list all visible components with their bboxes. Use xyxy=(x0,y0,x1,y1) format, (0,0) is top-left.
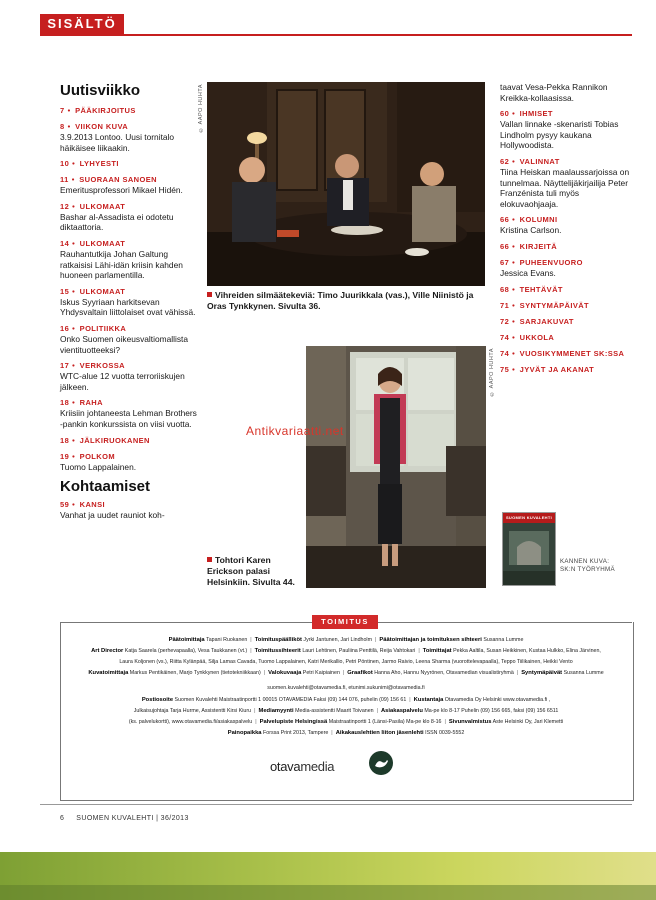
toc-item-heading xyxy=(500,332,632,343)
toc-item-description: Vanhat ja uudet rauniot koh- xyxy=(60,510,165,521)
toc-item xyxy=(500,156,632,209)
cover-image xyxy=(503,523,555,585)
toc-section-label: IHMISET xyxy=(519,109,553,119)
cover-thumbnail xyxy=(502,512,556,586)
toc-item xyxy=(60,286,200,318)
toc-page-number: 59 xyxy=(60,500,70,510)
cover-brand: SUOMEN KUVALEHTI xyxy=(503,513,555,523)
toc-page-number: 14 xyxy=(60,238,70,248)
masthead-names: Suomen Kuvalehti Maistraatinportti 1 00015 OTAVAMEDIA Faksi (09) 144 076, puhelin (09) 156 61 xyxy=(174,697,407,703)
toc-item xyxy=(60,121,200,153)
toc-section-label: VUOSIKYMMENET SK:SSA xyxy=(519,348,625,358)
toc-item xyxy=(60,435,200,446)
toc-item-heading xyxy=(60,397,200,408)
toc-item xyxy=(60,499,200,521)
toc-bullet: • xyxy=(72,500,78,510)
toc-item-heading xyxy=(500,257,632,268)
masthead-separator: | xyxy=(255,719,257,725)
toc-bullet: • xyxy=(72,159,78,169)
toc-section-label: UKKOLA xyxy=(519,332,555,342)
masthead-names: Aste Helsinki Oy, Jari Klemetti xyxy=(492,719,564,725)
publication-issue: SUOMEN KUVALEHTI | 36/2013 xyxy=(76,815,189,822)
toc-item-heading xyxy=(500,364,632,375)
toc-page-number: 11 xyxy=(60,175,69,185)
toc-item-description: Iskus Syyriaan harkitsevan Yhdysvaltain liittolaiset ovat vähissä. xyxy=(60,296,196,318)
toc-bullet: • xyxy=(512,348,518,358)
toc-item-heading xyxy=(60,201,200,212)
masthead-role: Valokuvaaja xyxy=(268,670,302,676)
masthead-label: TOIMITUS xyxy=(312,615,378,629)
toc-bullet: • xyxy=(72,323,78,333)
toc-bullet: • xyxy=(72,435,78,445)
toc-item xyxy=(500,108,632,151)
toc-section-label: JÄLKIRUOKANEN xyxy=(79,435,150,445)
masthead-role: Toimittajat xyxy=(422,648,452,654)
caption-marker xyxy=(207,557,212,562)
toc-item-heading xyxy=(500,348,632,359)
masthead-separator: | xyxy=(263,670,266,676)
toc-section-label: ULKOMAAT xyxy=(79,238,126,248)
masthead-names: Jyrki Jantunen, Jari Lindholm xyxy=(303,637,373,643)
toc-bullet: • xyxy=(67,106,74,115)
masthead-names: Katja Saarela (perhevapaalla), Vesa Taukkanen (vt.) xyxy=(124,648,248,654)
scan-background-shadow xyxy=(0,885,656,900)
toc-page-number: 10 xyxy=(60,159,70,169)
toc-section-label: KIRJEITÄ xyxy=(519,241,558,251)
toc-section-label: ULKOMAAT xyxy=(79,286,126,296)
photo-green-politicians-image xyxy=(207,82,485,286)
toc-section-label: RAHA xyxy=(79,398,103,408)
masthead-names: Hanna Aho, Hannu Nyyrönen, Otavamedian visualistiryhmä xyxy=(374,670,514,676)
masthead-separator: | xyxy=(516,670,519,676)
logo-part-a: otava xyxy=(270,759,301,774)
masthead-role: Mediamyynti xyxy=(258,708,294,714)
toc-item xyxy=(500,316,632,327)
section-title-uutisviikko: Uutisviikko xyxy=(60,82,141,99)
masthead-names: ISSN 0039-5552 xyxy=(425,730,465,736)
toc-page-number: 66 xyxy=(500,241,510,251)
toc-item-description: 3.9.2013 Lontoo. Uusi tornitalo häikäisee liikaakin. xyxy=(60,132,175,153)
toc-item-heading xyxy=(500,300,632,311)
toc-item-description: Bashar al-Assadista ei odotetu diktaattoria. xyxy=(60,211,174,233)
masthead-names: Susanna Lumme xyxy=(563,670,604,676)
toc-page-number: 18 xyxy=(60,435,70,445)
toc-item-description: WTC-alue 12 vuotta terroriiskujen jälkeen. xyxy=(60,371,185,392)
toc-page-number: 74 xyxy=(500,332,510,342)
toc-bullet: • xyxy=(512,109,518,119)
toc-bullet: • xyxy=(512,364,518,374)
toc-bullet: • xyxy=(67,122,74,131)
toc-section-label: LYHYESTI xyxy=(79,159,119,169)
toc-item xyxy=(60,323,200,355)
page-footer xyxy=(60,815,189,822)
masthead-names: Maistraatinportti 1 (Länsi-Pasila) Ma-pe klo 8-16 xyxy=(328,719,442,725)
toc-item-heading xyxy=(60,105,200,116)
toc-page-number: 12 xyxy=(60,201,70,211)
masthead-separator: | xyxy=(376,708,378,714)
photo-credit: © AAPO HUHTA xyxy=(489,348,495,397)
masthead-names: Ma-pe klo 8-17 Puhelin (09) 156 665, faksi (09) 156 6511 xyxy=(424,708,559,714)
toc-bullet: • xyxy=(72,361,78,371)
swan-label-icon xyxy=(368,750,394,776)
toc-item xyxy=(60,201,200,233)
masthead-separator: | xyxy=(254,708,256,714)
toc-item-heading xyxy=(60,121,200,132)
toc-bullet: • xyxy=(512,284,518,294)
toc-bullet: • xyxy=(512,257,518,267)
photo-karen-erickson xyxy=(306,346,486,588)
toc-bullet: • xyxy=(512,156,518,166)
toc-item-heading xyxy=(60,286,200,297)
toc-section-label: VIIKON KUVA xyxy=(75,122,129,131)
toc-section-label: SUORAAN SANOEN xyxy=(79,175,157,185)
toc-section-label: PUHEENVUORO xyxy=(519,257,583,267)
toc-item xyxy=(500,332,632,343)
toc-item-description: Rauhantutkija Johan Galtung ratkaisisi Lähi-idän kriisin kahden huoneen parlamentilla. xyxy=(60,248,183,281)
masthead-line xyxy=(66,730,626,737)
toc-right-column xyxy=(500,82,632,380)
toc-item xyxy=(60,451,200,473)
toc-bullet: • xyxy=(72,451,78,461)
toc-page-number: 67 xyxy=(500,257,510,267)
toc-page-number: 71 xyxy=(500,300,510,310)
toc-bullet: • xyxy=(72,286,78,296)
masthead-line xyxy=(66,637,626,644)
section-tab: SISÄLTÖ xyxy=(40,14,124,34)
toc-item-description: Kriisiin johtaneesta Lehman Brothers -pankin konkurssista on viisi vuotta. xyxy=(60,408,197,429)
page-number: 6 xyxy=(60,815,65,822)
masthead-separator: | xyxy=(250,637,252,643)
toc-page-number: 74 xyxy=(500,348,510,358)
toc-item-description: Onko Suomen oikeusvaltiomallista vientituotteeksi? xyxy=(60,333,189,355)
masthead-names: suomen.kuvalehti@otavamedia.fi, etunimi.sukunimi@otavamedia.fi xyxy=(267,685,425,691)
cover-credit: KANNEN KUVA: SK:N TYÖRYHMÄ xyxy=(560,558,615,573)
masthead-separator: | xyxy=(250,648,252,654)
masthead-separator: | xyxy=(342,670,345,676)
masthead-role: Art Director xyxy=(91,648,124,654)
masthead-names: Lauri Lehtinen, Pauliina Penttilä, Reija Vahtokari xyxy=(302,648,416,654)
masthead-line xyxy=(66,670,626,677)
toc-item-description: Kristina Carlson. xyxy=(500,225,562,236)
toc-item-heading xyxy=(60,174,200,185)
toc-section-label: VALINNAT xyxy=(519,156,560,166)
toc-item xyxy=(500,257,632,279)
toc-item xyxy=(60,158,200,169)
toc-item xyxy=(60,105,200,116)
toc-list-kohtaamiset xyxy=(60,499,200,521)
masthead-role: Päätoimittajan ja toimituksen sihteeri xyxy=(379,637,482,643)
masthead-names: Markus Pentikäinen, Marjo Tynkkynen (tietotekniikkaan) xyxy=(129,670,261,676)
toc-item-heading xyxy=(60,360,200,371)
toc-item-description: Jessica Evans. xyxy=(500,267,556,278)
footer-rule xyxy=(40,804,632,805)
caption-marker xyxy=(207,292,212,297)
toc-left-column xyxy=(60,82,200,526)
toc-section-label: VERKOSSA xyxy=(79,361,125,371)
toc-section-label: TEHTÄVÄT xyxy=(519,284,563,294)
toc-list-uutisviikko xyxy=(60,105,200,472)
toc-section-label: KOLUMNI xyxy=(519,215,558,225)
toc-item-heading xyxy=(500,108,632,119)
toc-section-label: POLKOM xyxy=(79,451,115,461)
masthead-role: Graafikot xyxy=(347,670,373,676)
toc-item xyxy=(500,284,632,295)
masthead-names: Forssa Print 2013, Tampere xyxy=(263,730,329,736)
toc-item-heading xyxy=(60,323,200,334)
toc-item xyxy=(500,364,632,375)
toc-item xyxy=(60,397,200,429)
toc-item-heading xyxy=(60,435,200,446)
watermark: Antikvariaatti.net xyxy=(246,424,344,438)
top-rule xyxy=(40,34,632,36)
masthead-role: Aikakauslehtien liiton jäsenlehti xyxy=(335,730,424,736)
toc-item-description: Emeritusprofessori Mikael Hidén. xyxy=(60,185,183,196)
masthead-role: Palvelupiste Helsingissä xyxy=(259,719,328,725)
otavamedia-logo xyxy=(270,759,334,774)
section-title-kohtaamiset: Kohtaamiset xyxy=(60,478,151,496)
photo-green-politicians xyxy=(207,82,485,286)
masthead-line xyxy=(66,659,626,666)
toc-page-number: 66 xyxy=(500,215,510,225)
masthead-line xyxy=(66,719,626,726)
masthead-role: Asiakaspalvelu xyxy=(381,708,423,714)
toc-section-label: PÄÄKIRJOITUS xyxy=(75,106,136,115)
masthead-role: Sivunvalmistus xyxy=(448,719,492,725)
toc-item-description: Vallan linnake -skenaristi Tobias Lindholm pysyy kaukana Hollywoodista. xyxy=(500,119,619,151)
toc-section-label: ULKOMAAT xyxy=(79,201,126,211)
masthead-line xyxy=(66,648,626,655)
toc-item xyxy=(500,241,632,252)
toc-page-number: 8 xyxy=(60,122,65,131)
masthead-role: Syntymäpäivät xyxy=(521,670,563,676)
toc-page-number: 17 xyxy=(60,361,70,371)
masthead-role: Päätoimittaja xyxy=(168,637,205,643)
toc-bullet: • xyxy=(72,398,78,408)
toc-section-label: KANSI xyxy=(79,500,106,510)
masthead-names: Susanna Lumme xyxy=(483,637,524,643)
toc-item xyxy=(60,238,200,281)
masthead-separator: | xyxy=(409,697,411,703)
toc-item xyxy=(500,214,632,236)
toc-item-description: Tiina Heiskan maalaussarjoissa on tunnelmaa. Näyttelijäkirjailija Peter Franzénista tuli myös elokuvaohjaaja. xyxy=(500,166,630,209)
masthead-names: Otavamedia Oy Helsinki www.otavamedia.fi , xyxy=(444,697,551,703)
masthead-names: (ks. palvelukortti), www.otavamedia.fi/asiakaspalvelu xyxy=(128,719,253,725)
photo-credit: © AAPO HUHTA xyxy=(198,84,204,133)
toc-item-heading xyxy=(60,238,200,249)
toc-page-number: 18 xyxy=(60,398,70,408)
masthead-role: Kustantaja xyxy=(413,697,444,703)
toc-bullet: • xyxy=(512,215,518,225)
toc-page-number: 60 xyxy=(500,109,510,119)
toc-item-heading xyxy=(500,156,632,167)
toc-item-heading xyxy=(500,284,632,295)
toc-page-number: 68 xyxy=(500,284,510,294)
photo-karen-erickson-image xyxy=(306,346,486,588)
masthead-role: Toimitussihteerit xyxy=(254,648,301,654)
masthead-separator: | xyxy=(375,637,377,643)
masthead-separator: | xyxy=(444,719,446,725)
toc-page-number: 72 xyxy=(500,316,510,326)
toc-bullet: • xyxy=(512,241,518,251)
toc-section-label: SARJAKUVAT xyxy=(519,316,574,326)
masthead-names: Laura Koljonen (vs.), Riitta Kylänpää, Silja Lamas Cavada, Tuomo Lappalainen, Katri Merikallio, Petri Pöntinen, Jarmo Raivio, Leena Sharma (vuorottelevapaalla), Teppo Tiilikainen, Heikki Vento xyxy=(119,659,573,665)
toc-bullet: • xyxy=(512,300,518,310)
toc-item-heading xyxy=(500,241,632,252)
logo-part-b: media xyxy=(300,759,335,774)
toc-continuation: taavat Vesa-Pekka Rannikon Kreikka-kollaasissa. xyxy=(500,82,608,103)
masthead-names: Media-assistentti Maarit Toivanen xyxy=(295,708,374,714)
toc-page-number: 15 xyxy=(60,286,70,296)
photo-caption-text: Vihreiden silmäätekeviä: Timo Juurikkala (vas.), Ville Niinistö ja Oras Tynkkynen. Sivulta 36. xyxy=(207,290,474,311)
toc-page-number: 75 xyxy=(500,364,510,374)
toc-page-number: 19 xyxy=(60,451,70,461)
photo-caption xyxy=(207,290,485,312)
masthead-role: Kuvatoimittaja xyxy=(88,670,129,676)
masthead-names: Julkaisujohtaja Tarja Hurme, Assistentti Kirsi Kiuru xyxy=(133,708,252,714)
toc-page-number: 16 xyxy=(60,323,70,333)
masthead-names: Pekka Aaltila, Susan Heikkinen, Kustaa Hulkko, Elina Järvinen, xyxy=(453,648,601,654)
toc-item xyxy=(60,360,200,392)
toc-item xyxy=(60,174,200,196)
toc-item xyxy=(500,300,632,311)
toc-page-number: 7 xyxy=(60,106,65,115)
toc-item-heading xyxy=(60,451,200,462)
toc-item-description: Tuomo Lappalainen. xyxy=(60,461,137,472)
masthead-role: Toimituspäälliköt xyxy=(254,637,302,643)
masthead-names: Petri Kaipiainen xyxy=(302,670,340,676)
toc-item xyxy=(500,348,632,359)
toc-bullet: • xyxy=(72,238,78,248)
photo-caption xyxy=(207,555,302,588)
toc-bullet: • xyxy=(72,201,78,211)
toc-section-label: POLITIIKKA xyxy=(79,323,127,333)
toc-bullet: • xyxy=(512,332,518,342)
masthead-role: Postiosoite xyxy=(141,697,174,703)
masthead-names: Tapani Ruokanen xyxy=(206,637,248,643)
masthead-separator: | xyxy=(331,730,333,736)
toc-list-right xyxy=(500,108,632,374)
toc-item-heading xyxy=(60,499,200,510)
masthead-line xyxy=(66,685,626,692)
toc-page-number: 62 xyxy=(500,156,510,166)
toc-bullet: • xyxy=(512,316,518,326)
masthead-line xyxy=(66,708,626,715)
toc-item-heading xyxy=(500,214,632,225)
toc-item-heading xyxy=(500,316,632,327)
toc-section-label: JYVÄT JA AKANAT xyxy=(519,364,595,374)
toc-bullet: • xyxy=(71,175,78,185)
toc-section-label: SYNTYMÄPÄIVÄT xyxy=(519,300,590,310)
photo-caption-text: Tohtori Karen Erickson palasi Helsinkiin. Sivulta 44. xyxy=(207,555,295,587)
masthead-separator: | xyxy=(418,648,420,654)
masthead-line xyxy=(66,697,626,704)
masthead-role: Painopaikka xyxy=(227,730,262,736)
toc-item-heading xyxy=(60,158,200,169)
